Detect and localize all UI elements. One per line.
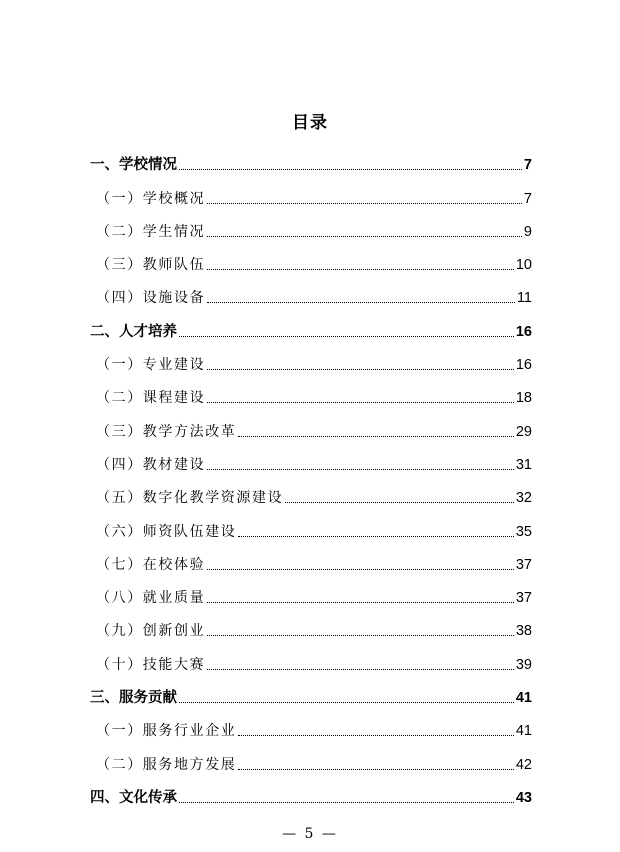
dot-leader (207, 635, 514, 636)
toc-entry[interactable] (90, 641, 532, 674)
toc-entry[interactable] (90, 275, 532, 308)
toc-entry-page-number: 11 (516, 290, 532, 307)
dot-leader (207, 469, 514, 470)
toc-entry-page-number: 16 (515, 357, 532, 374)
toc-entry-label: （四）教材建设 (96, 456, 206, 473)
toc-entry-page-number: 16 (515, 323, 532, 340)
toc-entry-label: （十）技能大赛 (96, 656, 206, 673)
toc-entry-label: （三）教学方法改革 (96, 423, 237, 440)
toc-entry-label: （九）创新创业 (96, 623, 206, 640)
dot-leader (207, 203, 522, 204)
toc-entry[interactable] (90, 508, 532, 541)
toc-entry-label: （三）教师队伍 (96, 257, 206, 274)
dot-leader (238, 436, 513, 437)
toc-entry-label: （五）数字化教学资源建设 (96, 490, 284, 507)
toc-entry-page-number: 10 (515, 257, 532, 274)
dot-leader (179, 702, 514, 703)
dot-leader (207, 669, 514, 670)
dot-leader (207, 602, 514, 603)
toc-entry-label: 二、人才培养 (90, 323, 177, 340)
toc-entry-page-number: 31 (515, 456, 532, 473)
toc-entry[interactable] (90, 608, 532, 641)
toc-entry[interactable] (90, 142, 532, 175)
toc-entry-page-number: 41 (515, 723, 532, 740)
toc-entry-page-number: 35 (515, 523, 532, 540)
toc-entry-label: （二）课程建设 (96, 390, 206, 407)
toc-title: 目录 (292, 113, 328, 133)
dot-leader (207, 569, 514, 570)
toc-entry[interactable] (90, 442, 532, 475)
toc-entry-label: 三、服务贡献 (90, 690, 177, 707)
dot-leader (238, 536, 513, 537)
toc-entry-label: （二）服务地方发展 (96, 756, 237, 773)
toc-entry-label: （八）就业质量 (96, 590, 206, 607)
dot-leader (179, 169, 522, 170)
toc-entry-page-number: 7 (523, 190, 532, 207)
toc-entry-page-number: 38 (515, 623, 532, 640)
page-number: — 5 — (282, 826, 338, 842)
toc-entry-page-number: 41 (515, 690, 532, 707)
toc-entry[interactable] (90, 675, 532, 708)
toc-entry-page-number: 9 (523, 223, 532, 240)
toc-entry-label: （六）师资队伍建设 (96, 523, 237, 540)
toc-entry-page-number: 42 (515, 756, 532, 773)
toc-list (90, 142, 532, 808)
toc-entry[interactable] (90, 741, 532, 774)
dot-leader (207, 269, 514, 270)
toc-entry-label: （一）专业建设 (96, 357, 206, 374)
toc-entry[interactable] (90, 242, 532, 275)
toc-entry-page-number: 39 (515, 656, 532, 673)
dot-leader (179, 802, 514, 803)
toc-entry-page-number: 37 (515, 556, 532, 573)
toc-entry-page-number: 37 (515, 590, 532, 607)
toc-entry[interactable] (90, 475, 532, 508)
dot-leader (179, 336, 514, 337)
toc-entry[interactable] (90, 209, 532, 242)
toc-entry[interactable] (90, 375, 532, 408)
toc-entry[interactable] (90, 775, 532, 808)
toc-entry[interactable] (90, 708, 532, 741)
toc-entry-label: 一、学校情况 (90, 157, 177, 174)
dot-leader (207, 369, 514, 370)
toc-entry[interactable] (90, 342, 532, 375)
toc-entry[interactable] (90, 308, 532, 341)
dot-leader (238, 735, 513, 736)
toc-entry-page-number: 18 (515, 390, 532, 407)
toc-entry[interactable] (90, 575, 532, 608)
dot-leader (285, 502, 514, 503)
toc-entry-label: （一）学校概况 (96, 190, 206, 207)
toc-entry-label: （七）在校体验 (96, 556, 206, 573)
toc-entry-page-number: 7 (523, 157, 532, 174)
toc-entry-page-number: 29 (515, 423, 532, 440)
dot-leader (207, 236, 522, 237)
toc-entry[interactable] (90, 175, 532, 208)
dot-leader (238, 769, 513, 770)
toc-entry-label: 四、文化传承 (90, 789, 177, 806)
toc-entry[interactable] (90, 542, 532, 575)
toc-entry-page-number: 32 (515, 490, 532, 507)
toc-entry-label: （二）学生情况 (96, 223, 206, 240)
toc-entry[interactable] (90, 408, 532, 441)
toc-entry-label: （四）设施设备 (96, 290, 206, 307)
dot-leader (207, 302, 515, 303)
toc-entry-page-number: 43 (515, 789, 532, 806)
dot-leader (207, 402, 514, 403)
toc-entry-label: （一）服务行业企业 (96, 723, 237, 740)
